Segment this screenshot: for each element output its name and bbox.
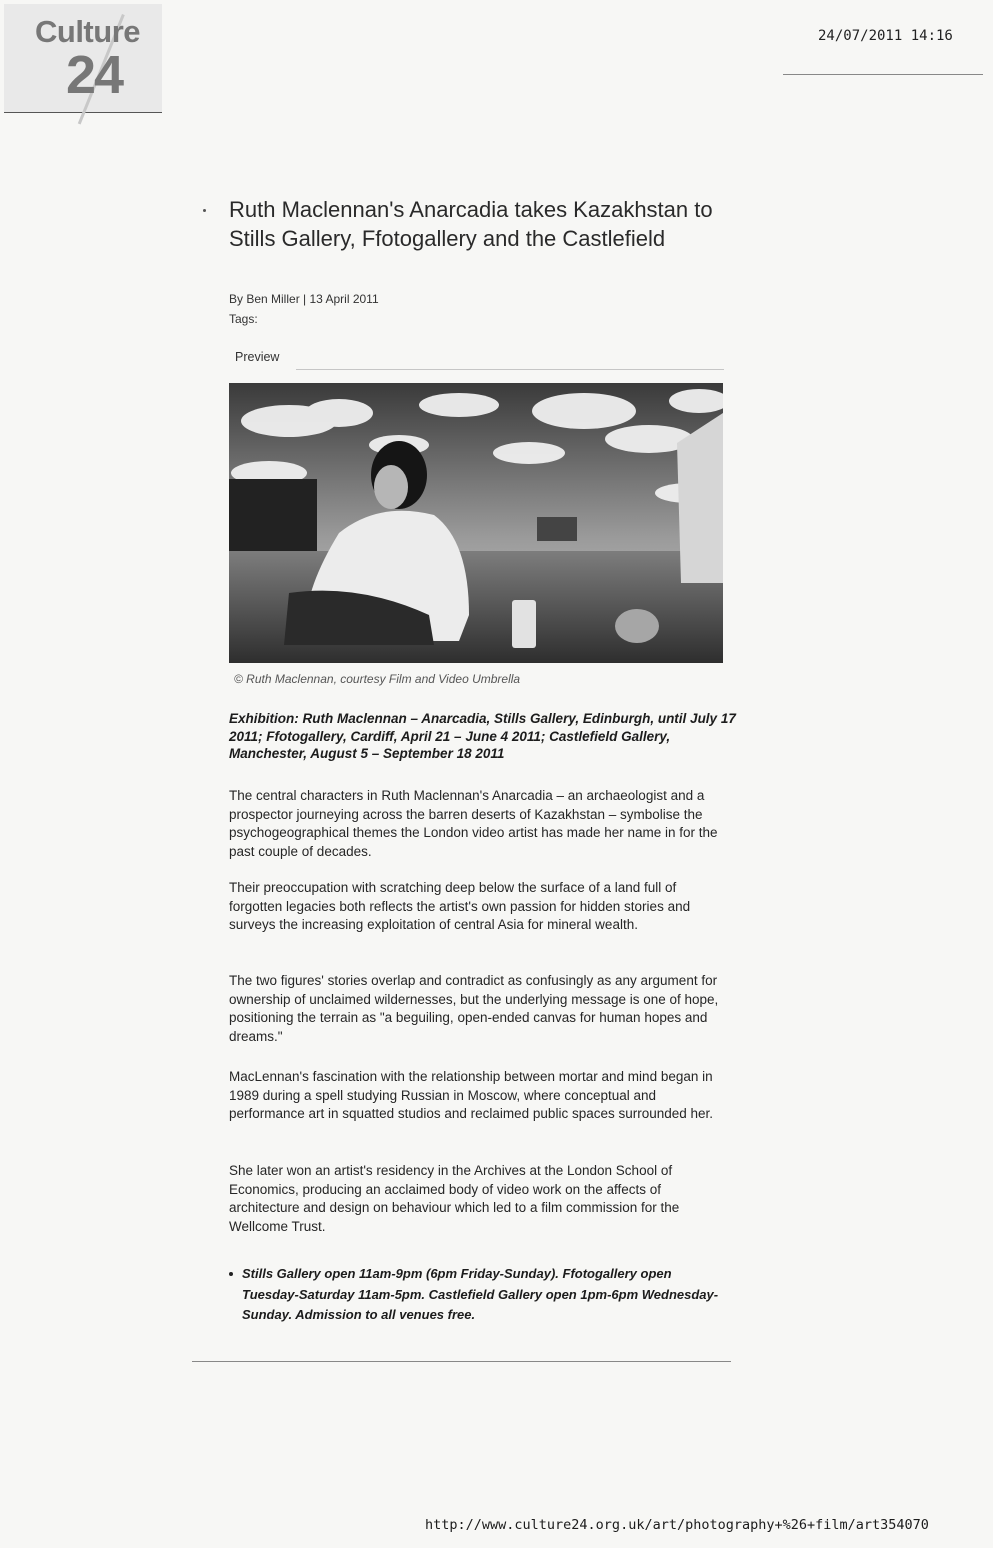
section-label[interactable]: Preview — [235, 350, 280, 364]
distant-building — [537, 517, 577, 541]
article-title: Ruth Maclennan's Anarcadia takes Kazakhstan to Stills Gallery, Ffotogallery and the Castlefield — [229, 197, 713, 251]
thermos — [512, 600, 536, 648]
photo-caption: © Ruth Maclennan, courtesy Film and Video Umbrella — [234, 672, 521, 686]
section-divider — [296, 369, 724, 370]
page-url[interactable]: http://www.culture24.org.uk/art/photography+%26+film/art354070 — [425, 1517, 929, 1533]
tags-label: Tags: — [229, 312, 258, 326]
title-marker — [203, 209, 206, 212]
bullet-icon — [229, 1272, 233, 1276]
body-paragraph: The central characters in Ruth Maclennan's Anarcadia – an archaeologist and a prospector journeying across the barren deserts of Kazakhstan – symbolise the psychogeographical themes the London video artist has made her name in for the past couple of decades. — [229, 788, 718, 859]
ruined-wall — [677, 413, 723, 583]
body-paragraph: She later won an artist's residency in the Archives at the London School of Economics, producing an acclaimed body of video work on the affects of architecture and design on behaviour which led to a film commission for the Wellcome Trust. — [229, 1163, 680, 1234]
header-divider — [783, 74, 983, 75]
footer-divider — [192, 1361, 731, 1362]
logo-word: Culture — [35, 14, 140, 49]
culture24-logo[interactable] — [4, 4, 162, 113]
melon — [615, 609, 659, 643]
body-paragraph: Their preoccupation with scratching deep below the surface of a land full of forgotten legacies both reflects the artist's own passion for hidden stories and surveys the increasing exploitation of central Asia for mineral wealth. — [229, 880, 691, 932]
body-paragraph: The two figures' stories overlap and contradict as confusingly as any argument for ownership of unclaimed wildernesses, but the underlying message is one of hope, positioning the terrain as "a beguiling, open-ended canvas for human hopes and dreams." — [229, 973, 719, 1044]
article-byline: By Ben Miller | 13 April 2011 — [229, 292, 379, 306]
body-paragraph: MacLennan's fascination with the relationship between mortar and mind began in 1989 during a spell studying Russian in Moscow, where conceptual and performance art in squatted studios and reclaimed public spaces surrounded her. — [229, 1069, 714, 1121]
article-photo — [229, 383, 723, 663]
exhibition-details: Exhibition: Ruth Maclennan – Anarcadia, Stills Gallery, Edinburgh, until July 17 2011; Ffotogallery, Cardiff, April 21 – June 4 2011; Castlefield Gallery, Manchester, August 5 – September 18 2011 — [229, 711, 736, 761]
opening-times-note: Stills Gallery open 11am-9pm (6pm Friday-Sunday). Ffotogallery open Tuesday-Saturday 11am-5pm. Castlefield Gallery open 1pm-6pm Wednesday-Sunday. Admission to all venues free. — [242, 1266, 719, 1322]
print-timestamp: 24/07/2011 14:16 — [818, 28, 953, 44]
logo-number: 24 — [66, 45, 123, 105]
